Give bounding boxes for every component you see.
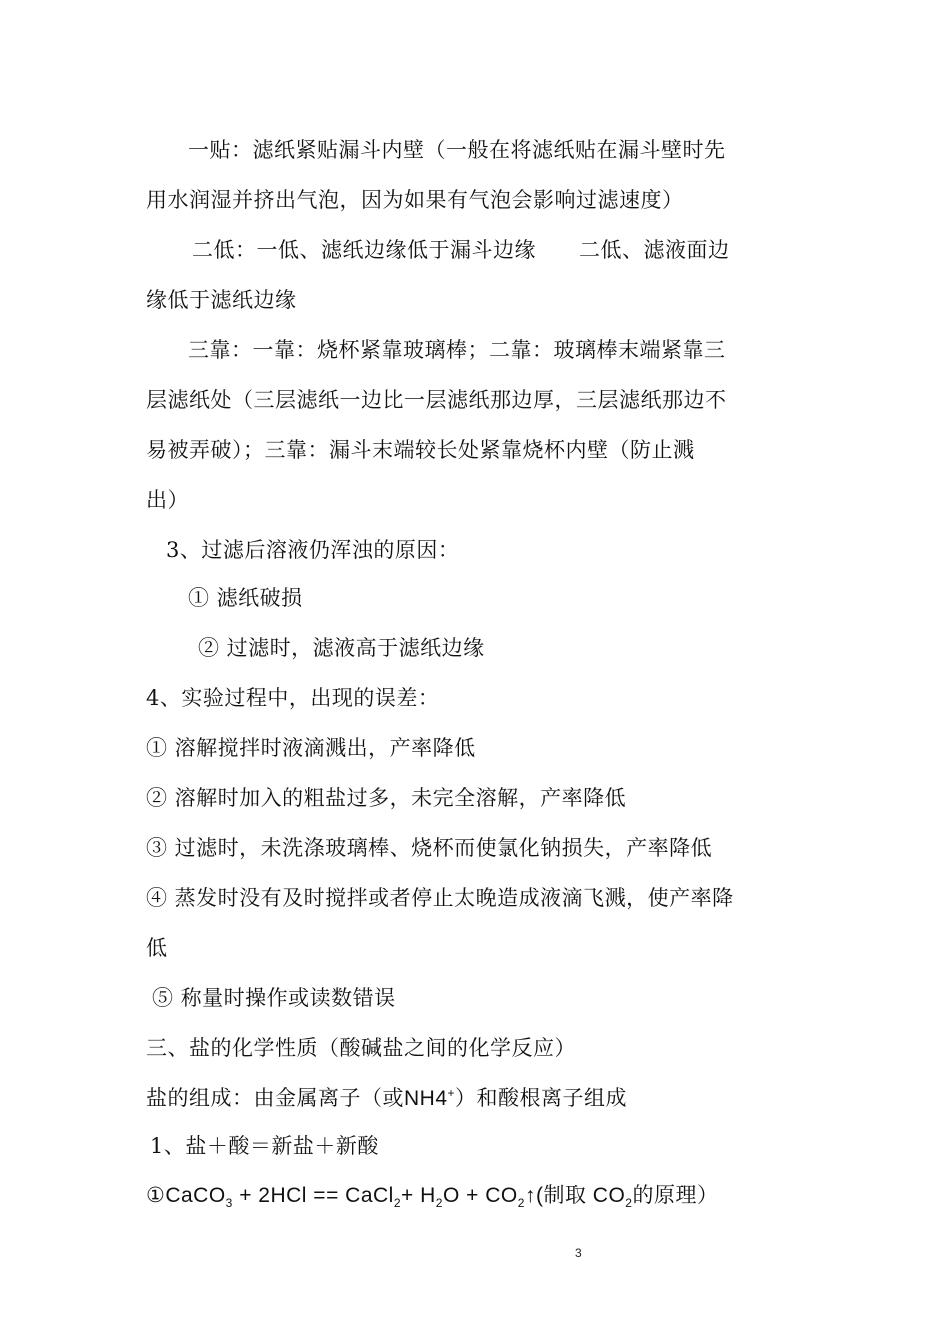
formula-segment: 的原理） — [632, 1184, 719, 1207]
list-item: ② 溶解时加入的粗盐过多，未完全溶解，产率降低 — [146, 786, 627, 810]
list-item: ⑤ 称量时操作或读数错误 — [152, 986, 396, 1010]
text-segment: 盐的组成：由金属离子（或 — [146, 1086, 404, 1110]
text-line: 低 — [146, 936, 168, 960]
text-line: 层滤纸处（三层滤纸一边比一层滤纸那边厚，三层滤纸那边不 — [146, 388, 727, 412]
formula-segment: O + CO — [442, 1184, 518, 1207]
subscript: 2 — [625, 1196, 633, 1211]
section-heading: 3、过滤后溶液仍浑浊的原因： — [166, 538, 460, 562]
list-item: ③ 过滤时，未洗涤玻璃棒、烧杯而使氯化钠损失，产率降低 — [146, 836, 713, 860]
list-item: ④ 蒸发时没有及时搅拌或者停止太晚造成液滴飞溅，使产率降 — [146, 886, 734, 910]
text-line: 缘低于滤纸边缘 — [146, 288, 297, 312]
section-heading: 4、实验过程中，出现的误差： — [146, 686, 440, 710]
salt-composition-line — [146, 1083, 627, 1114]
list-item: ① 滤纸破损 — [188, 586, 303, 610]
text-line: 三靠：一靠：烧杯紧靠玻璃棒；二靠：玻璃棒末端紧靠三 — [188, 338, 726, 362]
text-line: 易被弄破）；三靠：漏斗末端较长处紧靠烧杯内壁（防止溅 — [146, 438, 695, 462]
formula-segment: NH4 — [404, 1087, 448, 1110]
text-line: 二低：一低、滤纸边缘低于漏斗边缘 二低、滤液面边 — [192, 238, 730, 262]
subscript: 2 — [435, 1196, 443, 1211]
section-heading: 1、盐＋酸＝新盐＋新酸 — [150, 1134, 379, 1158]
page-number: 3 — [575, 1246, 583, 1260]
formula-segment: ①CaCO — [146, 1184, 226, 1207]
text-segment: ）和酸根离子组成 — [455, 1086, 628, 1110]
chemical-equation — [146, 1181, 718, 1211]
text-line: 一贴：滤纸紧贴漏斗内壁（一般在将滤纸贴在漏斗壁时先 — [188, 138, 726, 162]
superscript: + — [447, 1086, 456, 1100]
formula-segment: ↑(制取 CO — [524, 1184, 626, 1207]
text-line: 出） — [146, 488, 189, 512]
formula-segment: + 2HCl == CaCl — [232, 1184, 394, 1207]
text-line: 用水润湿并挤出气泡，因为如果有气泡会影响过滤速度） — [146, 188, 684, 212]
formula-segment: + H — [401, 1184, 436, 1207]
subscript: 2 — [393, 1196, 402, 1211]
list-item: ② 过滤时，滤液高于滤纸边缘 — [198, 636, 485, 660]
section-heading: 三、盐的化学性质（酸碱盐之间的化学反应） — [146, 1036, 576, 1060]
subscript: 2 — [517, 1196, 525, 1211]
list-item: ① 溶解搅拌时液滴溅出，产率降低 — [146, 736, 476, 760]
subscript: 3 — [225, 1196, 233, 1211]
